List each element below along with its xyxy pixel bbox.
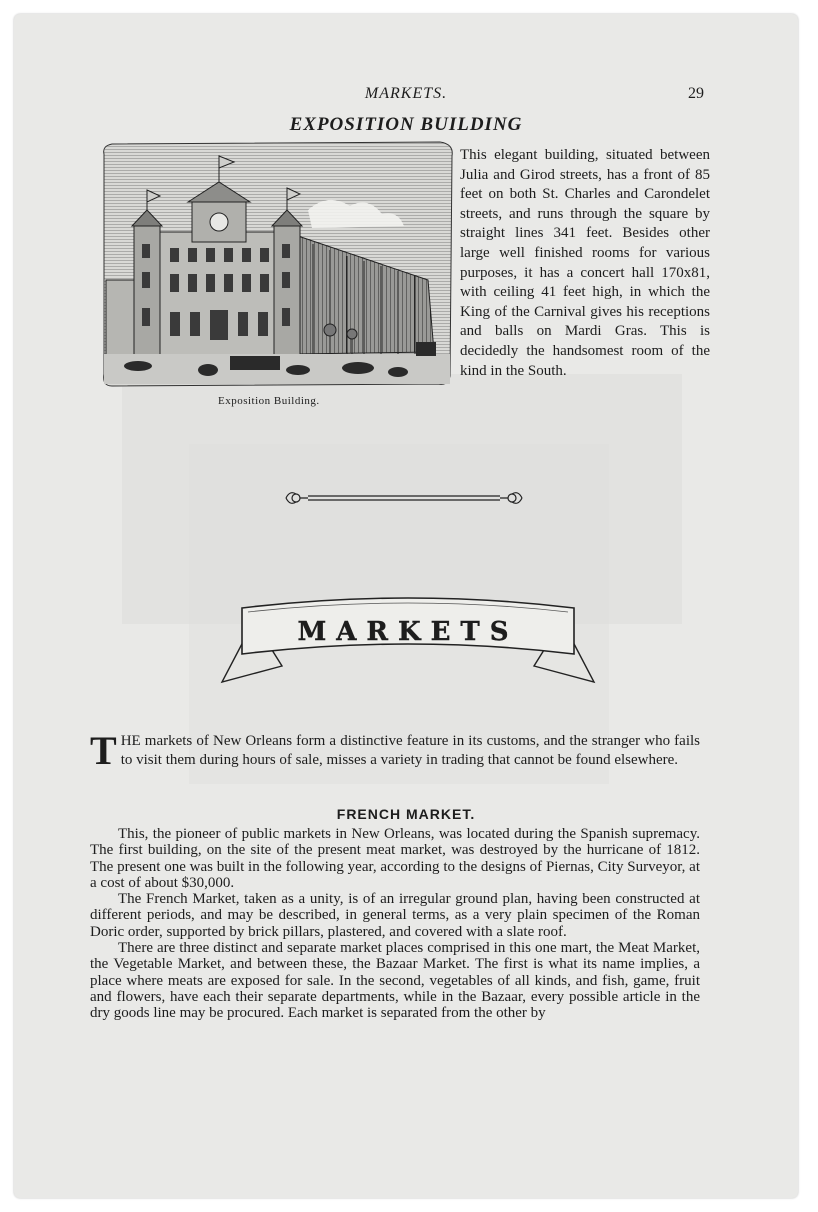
running-title: MARKETS.	[364, 85, 448, 102]
french-market-body	[90, 826, 700, 1022]
french-market-heading: FRENCH MARKET.	[336, 806, 476, 822]
markets-banner	[220, 594, 596, 694]
image-caption: Exposition Building.	[218, 395, 320, 407]
paragraph: This, the pioneer of public markets in New Orleans, was located during the Spanish supremacy. The first building, on the site of the present meat market, was destroyed by the hurricane of 1812. The present one was built in the following year, according to the designs of Piernas, City Surveyor, at a cost of about $30,000.	[90, 826, 700, 891]
intro-text: HE markets of New Orleans form a distinctive feature in its customs, and the stranger who fails to visit them during hours of sale, misses a variety in trading that cannot be found elsewhere.	[120, 733, 700, 768]
ornamental-rule	[282, 486, 526, 510]
drop-cap: T	[90, 728, 117, 773]
section-title: EXPOSITION BUILDING	[289, 114, 523, 135]
banner-text: MARKETS	[297, 617, 519, 647]
intro-paragraph	[90, 728, 700, 773]
paragraph: There are three distinct and separate market places comprised in this one mart, the Meat Market, the Vegetable Market, and between these, the Bazaar Market. The first is what its name implies, a place where meats are exposed for sale. In the second, vegetables of all kinds, and fish, game, fruit and flowers, have each their separate departments, while in the Bazaar, every possible article in the dry goods line may be procured. Each market is separated from the other by	[90, 940, 700, 1022]
exposition-description: This elegant building, situated between Julia and Girod streets, has a front of 85 feet on both St. Charles and Carondelet streets, and runs through the square by straight lines 341 feet. Besides other large well finished rooms for various purposes, it has a concert hall 170x81, with ceiling 41 feet high, in which the King of the Carnival gives his receptions and balls on Mardi Gras. This is decidedly the handsomest room of the kind in the South.	[460, 147, 710, 379]
page-number: 29	[688, 85, 704, 102]
book-page	[14, 14, 798, 1198]
paragraph: The French Market, taken as a unity, is of an irregular ground plan, having been constructed at different periods, and may be described, in general terms, as a very plain specimen of the Roman Doric order, supported by brick pillars, plastered, and covered with a slate roof.	[90, 891, 700, 940]
exposition-building-engraving	[98, 140, 458, 388]
